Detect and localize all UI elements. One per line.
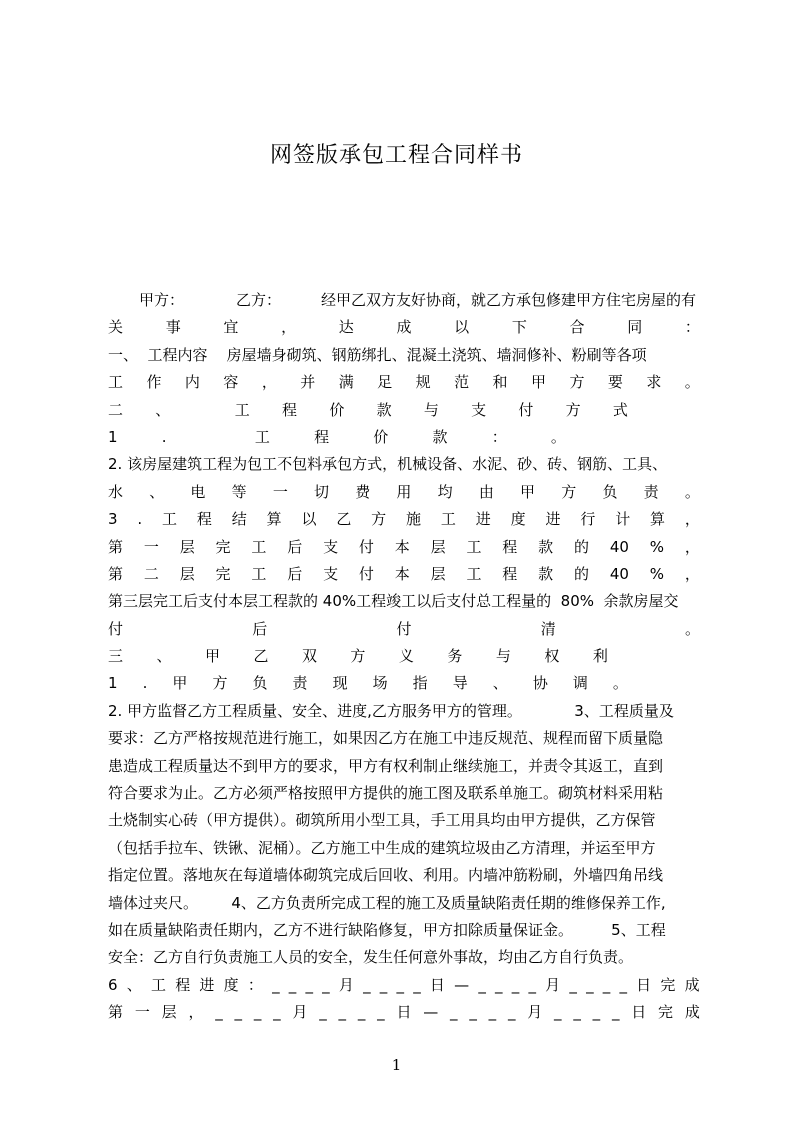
text-line: 付 后 付 清 。 bbox=[108, 619, 700, 638]
text-line: 1 . 工 程 价 款 ： 。 bbox=[108, 427, 566, 446]
text-line: 2. 该房屋建筑工程为包工不包料承包方式，机械设备、水泥、砂、砖、钢筋、工具、 bbox=[108, 455, 668, 474]
party-a-label: 甲方： bbox=[139, 291, 185, 309]
text-line: 关 事 宜 ， 达 成 以 下 合 同 ： bbox=[108, 318, 700, 337]
text-line: 指定位置。落地灰在每道墙体砌筑完成后回收、利用。内墙冲筋粉刷，外墙四角吊线 bbox=[108, 866, 664, 885]
text-line: 患造成工程质量达不到甲方的要求，甲方有权利制止继续施工，并责令其返工，直到 bbox=[108, 756, 664, 775]
contract-body bbox=[108, 287, 700, 1027]
section-heading: 三 、 甲 乙 双 方 义 务 与 权 利 bbox=[108, 647, 608, 666]
text-line: （包括手拉车、铁锹、泥桶）。乙方施工中生成的建筑垃圾由乙方清理，并运至甲方 bbox=[108, 838, 656, 857]
party-b-label: 乙方： bbox=[236, 291, 282, 309]
section-heading: 二 、 工 程 价 款 与 支 付 方 式 bbox=[108, 400, 628, 419]
text-line: 水 、 电 等 一 切 费 用 均 由 甲 方 负 责 。 bbox=[108, 482, 700, 501]
schedule-line: 6 、 工 程 进 度 ： _ _ _ _ 月 _ _ _ _ 日 — _ _ _ _ 月 _ _ _ _ 日 完 成 bbox=[108, 975, 700, 994]
text-line: 如在质量缺陷责任期内，乙方不进行缺陷修复，甲方扣除质量保证金。 5、工程 bbox=[108, 920, 666, 939]
text-line: 土烧制实心砖（甲方提供）。砌筑所用小型工具，手工用具均由甲方提供，乙方保管 bbox=[108, 811, 656, 830]
text-line: 第 一 层 完 工 后 支 付 本 层 工 程 款 的 40 % ， bbox=[108, 537, 700, 556]
text-line: 要求：乙方严格按规范进行施工，如果因乙方在施工中违反规范、规程而留下质量隐 bbox=[108, 729, 664, 748]
text-line: 3 . 工 程 结 算 以 乙 方 施 工 进 度 进 行 计 算 ， bbox=[108, 510, 700, 529]
text-line: 第 二 层 完 工 后 支 付 本 层 工 程 款 的 40 % ， bbox=[108, 564, 700, 583]
text-line: 1 . 甲 方 负 责 现 场 指 导 、 协 调 。 bbox=[108, 674, 628, 693]
text-line: 安全：乙方自行负责施工人员的安全，发生任何意外事故，均由乙方自行负责。 bbox=[108, 948, 634, 967]
page-number: 1 bbox=[391, 1056, 402, 1074]
text-line: 工 作 内 容 ， 并 满 足 规 范 和 甲 方 要 求 。 bbox=[108, 373, 700, 392]
text-line: 第三层完工后支付本层工程款的 40%工程竣工以后支付总工程量的 80% 余款房屋交 bbox=[108, 592, 679, 611]
text-line: 墙体过夹尺。 4、乙方负责所完成工程的施工及质量缺陷责任期的维修保养工作, bbox=[108, 893, 666, 912]
schedule-line: 第 一 层 ， _ _ _ _ 月 _ _ _ _ 日 — _ _ _ _ 月 _ _ _ _ 日 完 成 bbox=[108, 1003, 700, 1022]
text-line bbox=[108, 287, 700, 314]
preamble-text: 经甲乙双方友好协商，就乙方承包修建甲方住宅房屋的有 bbox=[321, 291, 697, 309]
text-line: 符合要求为止。乙方必须严格按照甲方提供的施工图及联系单施工。砌筑材料采用粘 bbox=[108, 784, 664, 803]
page-title: 网签版承包工程合同样书 bbox=[269, 143, 523, 168]
text-line: 一、 工程内容 房屋墙身砌筑、钢筋绑扎、混凝土浇筑、墙洞修补、粉刷等各项 bbox=[108, 345, 647, 364]
text-line: 2. 甲方监督乙方工程质量、安全、进度,乙方服务甲方的管理。 3、工程质量及 bbox=[108, 701, 674, 720]
